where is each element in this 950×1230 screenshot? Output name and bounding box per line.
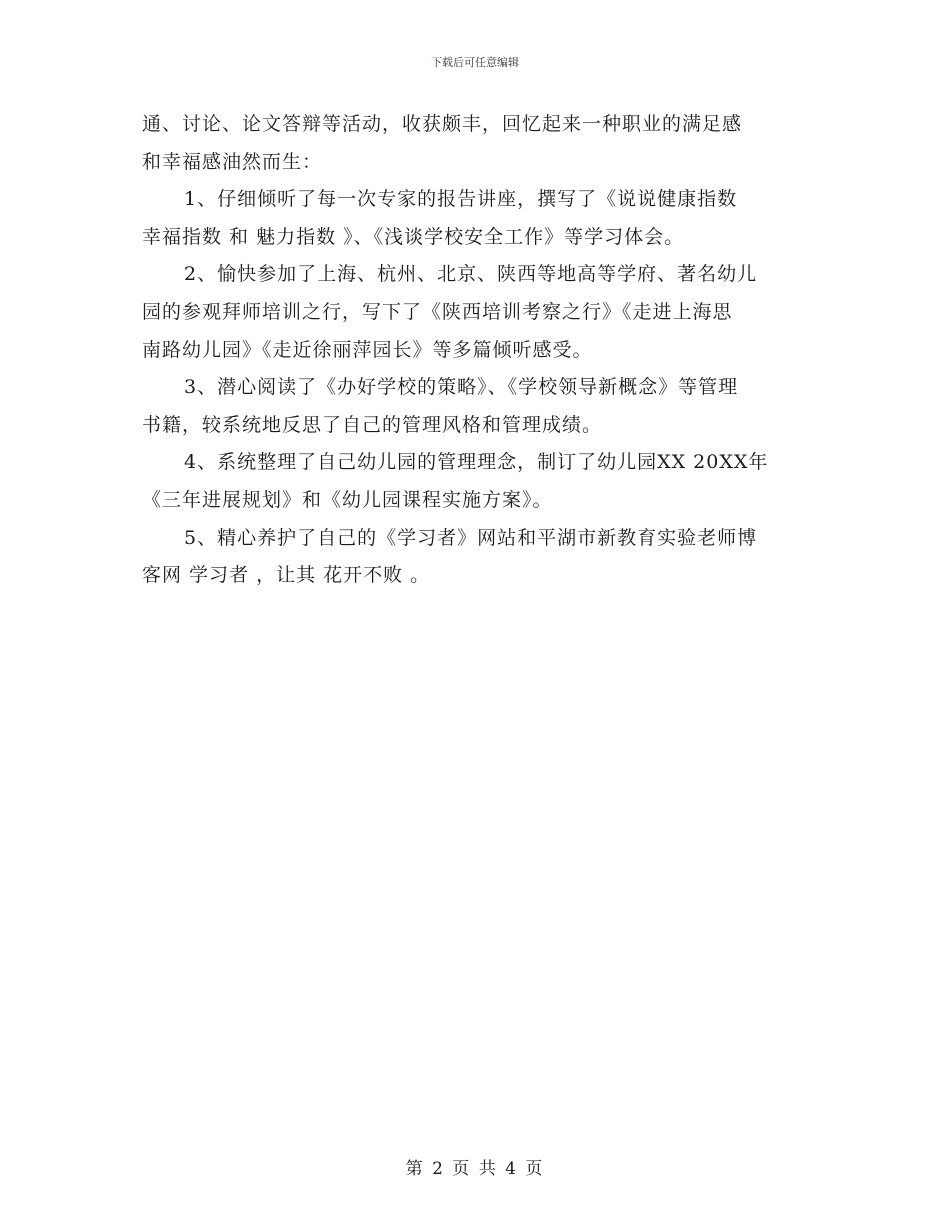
list-item-2-line: 2、愉快参加了上海、杭州、北京、陕西等地高等学府、著名幼儿: [184, 263, 758, 286]
list-item-2-line: 园的参观拜师培训之行，写下了《陕西培训考察之行》《走进上海思: [142, 300, 733, 323]
list-item-3-line: 3、潜心阅读了《办好学校的策略》、《学校领导新概念》等管理: [184, 376, 739, 399]
list-item-4-line: 4、系统整理了自己幼儿园的管理理念，制订了幼儿园XX 20XX年: [184, 451, 769, 474]
list-item-2-line: 南路幼儿园》《走近徐丽萍园长》等多篇倾听感受。: [142, 338, 593, 361]
document-body: [142, 106, 810, 595]
page-header: 下载后可任意编辑: [431, 56, 519, 69]
list-item-4-line: 《三年进展规划》和《幼儿园课程实施方案》。: [142, 488, 553, 511]
list-item-5-line: 5、精心养护了自己的《学习者》网站和平湖市新教育实验老师博: [184, 526, 758, 549]
list-item-5-line: 客网 学习者 ，让其 花开不败 。: [142, 564, 431, 587]
page-number-footer: 第 2 页 共 4 页: [405, 1159, 545, 1179]
body-line: 通、讨论、论文答辩等活动，收获颇丰，回忆起来一种职业的满足感: [142, 113, 743, 135]
list-item-3-line: 书籍，较系统地反思了自己的管理风格和管理成绩。: [142, 413, 603, 436]
body-line: 和幸福感油然而生：: [142, 150, 323, 173]
list-item-1-line: 1、仔细倾听了每一次专家的报告讲座，撰写了《说说健康指数: [184, 188, 738, 211]
list-item-1-line: 幸福指数 和 魅力指数 》、《浅谈学校安全工作》等学习体会。: [142, 225, 685, 248]
